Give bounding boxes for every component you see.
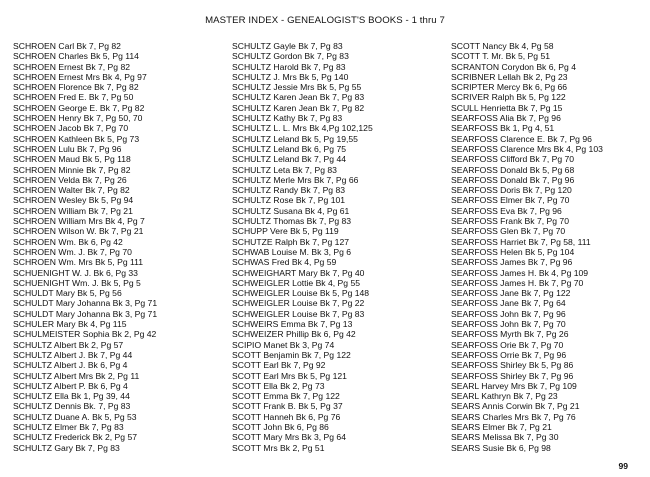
index-entry: SCHUTZE Ralph Bk 7, Pg 127 — [232, 236, 350, 247]
index-entry: SCHULTZ Ella Bk 1, Pg 39, 44 — [13, 391, 130, 402]
index-entry: SEARL Kathryn Bk 7, Pg 23 — [451, 391, 558, 402]
index-entry: SEARFOSS Elmer Bk 7, Pg 70 — [451, 195, 570, 206]
index-entry: SCHULDT Mary Johanna Bk 3, Pg 71 — [13, 298, 158, 309]
index-entry: SEARFOSS Frank Bk 7, Pg 70 — [451, 216, 569, 227]
index-entry: SCHULTZ Elmer Bk 7, Pg 83 — [13, 421, 124, 432]
index-entry: SCHWAB Louise M. Bk 3, Pg 6 — [232, 246, 352, 257]
index-entry: SCRANTON Corydon Bk 6, Pg 4 — [451, 61, 576, 72]
index-entry: SCHULMEISTER Sophia Bk 2, Pg 42 — [13, 329, 157, 340]
index-entry: SCOTT Mary Mrs Bk 3, Pg 64 — [232, 432, 346, 443]
index-entry: SCOTT Emma Bk 7, Pg 122 — [232, 391, 340, 402]
index-entry: SEARL Harvey Mrs Bk 7, Pg 109 — [451, 380, 577, 391]
index-entry: SCHULTZ Karen Jean Bk 7, Pg 82 — [232, 102, 365, 113]
index-entry: SCHULTZ Dennis Bk. 7, Pg 83 — [13, 401, 131, 412]
index-entry: SCOTT Mrs Bk 2, Pg 51 — [232, 442, 325, 453]
index-entry: SEARFOSS Clarence Mrs Bk 4, Pg 103 — [451, 143, 603, 154]
page-title: MASTER INDEX - GENEALOGIST'S BOOKS - 1 thru 7 — [205, 15, 445, 26]
index-entry: SCOTT Hanneh Bk 6, Pg 76 — [232, 411, 341, 422]
index-entry: SEARFOSS Jane Bk 7, Pg 122 — [451, 288, 571, 299]
index-entry: SCHUENIGHT Wm. J. Bk 5, Pg 5 — [13, 277, 141, 288]
index-entry: SEARS Charles Mrs Bk 7, Pg 76 — [451, 411, 576, 422]
index-entry: SCHWEIGLER Louise Bk 5, Pg 148 — [232, 288, 370, 299]
index-entry: SCHULTZ L. L. Mrs Bk 4,Pg 102,125 — [232, 123, 373, 134]
index-entry: SCHULTZ Frederick Bk 2, Pg 57 — [13, 432, 138, 443]
index-entry: SCHULTZ Thomas Bk 7, Pg 83 — [232, 216, 352, 227]
index-entry: SEARFOSS Bk 1, Pg 4, 51 — [451, 123, 555, 134]
index-entry: SCOTT T. Mr. Bk 5, Pg 51 — [451, 51, 551, 62]
index-entry: SEARFOSS Harriet Bk 7, Pg 58, 111 — [451, 236, 591, 247]
index-entry: SCHULDT Mary Johanna Bk 3, Pg 71 — [13, 308, 158, 319]
index-entry: SEARFOSS Shirley Bk 7, Pg 96 — [451, 370, 574, 381]
index-entry: SCHULTZ Susana Bk 4, Pg 61 — [232, 205, 350, 216]
index-entry: SCHROEN Fred E. Bk 7, Pg 50 — [13, 92, 134, 103]
index-entry: SCHWEIGLER Louise Bk 7, Pg 22 — [232, 298, 365, 309]
index-entry: SCHROEN Minnie Bk 7, Pg 82 — [13, 164, 131, 175]
index-entry: SEARFOSS John Bk 7, Pg 96 — [451, 308, 566, 319]
index-entry: SEARFOSS James H. Bk 4, Pg 109 — [451, 267, 589, 278]
index-entry: SCHROEN George E. Bk 7, Pg 82 — [13, 102, 145, 113]
index-entry: SCHROEN Henry Bk 7, Pg 50, 70 — [13, 113, 143, 124]
index-entry: SEARS Elmer Bk 7, Pg 21 — [451, 421, 552, 432]
index-entry: SCHULTZ Gary Bk 7, Pg 83 — [13, 442, 120, 453]
index-entry: SEARFOSS Doris Bk 7, Pg 120 — [451, 185, 572, 196]
index-entry: SEARFOSS Orie Bk 7, Pg 70 — [451, 339, 564, 350]
index-entry: SEARFOSS Helen Bk 5, Pg 104 — [451, 246, 575, 257]
index-entry: SCOTT Earl Bk 7, Pg 92 — [232, 360, 326, 371]
index-entry: SCHROEN Maud Bk 5, Pg 118 — [13, 154, 131, 165]
index-entry: SCHULDT Mary Bk 5, Pg 56 — [13, 288, 122, 299]
index-entry: SEARFOSS Clarence E. Bk 7, Pg 96 — [451, 133, 592, 144]
index-entry: SCHULTZ Leta Bk 7, Pg 83 — [232, 164, 337, 175]
index-entry: SCHULTZ Karen Jean Bk 7, Pg 83 — [232, 92, 365, 103]
index-entry: SEARFOSS Donald Bk 5, Pg 68 — [451, 164, 575, 175]
index-entry: SCHUENIGHT W. J. Bk 6, Pg 33 — [13, 267, 138, 278]
page-number: 99 — [618, 461, 628, 471]
index-entry: SCOTT John Bk 6, Pg 86 — [232, 421, 329, 432]
index-entry: SCHULTZ Jessie Mrs Bk 5, Pg 55 — [232, 82, 362, 93]
index-entry: SCOTT Nancy Bk 4, Pg 58 — [451, 41, 554, 51]
index-entry: SCHULTZ Harold Bk 7, Pg 83 — [232, 61, 346, 72]
index-entry: SCOTT Benjamin Bk 7, Pg 122 — [232, 349, 351, 360]
index-entry: SCHROEN Ernest Bk 7, Pg 82 — [13, 61, 131, 72]
index-entry: SEARFOSS Eva Bk 7, Pg 96 — [451, 205, 562, 216]
index-entry: SCHWEIGHART Mary Bk 7, Pg 40 — [232, 267, 365, 278]
index-entry: SEARS Annis Corwin Bk 7, Pg 21 — [451, 401, 580, 412]
index-entry: SCHROEN Kathleen Bk 5, Pg 73 — [13, 133, 140, 144]
index-column-1 — [13, 41, 231, 453]
index-entry: SCOTT Earl Mrs Bk 5, Pg 121 — [232, 370, 347, 381]
index-entry: SCOTT Ella Bk 2, Pg 73 — [232, 380, 325, 391]
index-entry: SCHULTZ Gordon Bk 7, Pg 83 — [232, 51, 349, 62]
index-entry: SCHROEN Jacob Bk 7, Pg 70 — [13, 123, 129, 134]
index-entry: SCHWEIZER Phillip Bk 6, Pg 42 — [232, 329, 356, 340]
index-entry: SCHULTZ Gayle Bk 7, Pg 83 — [232, 41, 343, 51]
index-entry: SCRIBNER Lellah Bk 2, Pg 23 — [451, 71, 568, 82]
index-entry: SCHULTZ J. Mrs Bk 5, Pg 140 — [232, 71, 349, 82]
index-entry: SCHULTZ Randy Bk 7, Pg 83 — [232, 185, 346, 196]
index-entry: SCHULTZ Rose Bk 7, Pg 101 — [232, 195, 346, 206]
index-entry: SCHWEIGLER Lottie Bk 4, Pg 55 — [232, 277, 361, 288]
index-entry: SCHROEN Wm. J. Bk 7, Pg 70 — [13, 246, 132, 257]
index-entry: SEARFOSS James Bk 7, Pg 96 — [451, 257, 573, 268]
index-column-3 — [451, 41, 650, 453]
index-entry: SEARFOSS James H. Bk 7, Pg 70 — [451, 277, 584, 288]
index-entry: SCHROEN Lulu Bk 7, Pg 96 — [13, 143, 122, 154]
index-entry: SEARFOSS Shirley Bk 5, Pg 86 — [451, 360, 574, 371]
index-entry: SCHUPP Vere Bk 5, Pg 119 — [232, 226, 339, 237]
index-entry: SCHWEIRS Emma Bk 7, Pg 13 — [232, 319, 353, 330]
index-entry: SCRIVER Ralph Bk 5, Pg 122 — [451, 92, 566, 103]
index-entry: SEARFOSS Glen Bk 7, Pg 70 — [451, 226, 566, 237]
index-entry: SCHULER Mary Bk 4, Pg 115 — [13, 319, 127, 330]
index-entry: SCHROEN Wesley Bk 5, Pg 94 — [13, 195, 134, 206]
index-entry: SCHULTZ Albert J. Bk 6, Pg 4 — [13, 360, 128, 371]
index-entry: SCHROEN Velda Bk 7, Pg 26 — [13, 174, 127, 185]
index-entry: SCHWEIGLER Louise Bk 7, Pg 83 — [232, 308, 365, 319]
index-entry: SCOTT Frank B. Bk 5, Pg 37 — [232, 401, 343, 412]
index-entry: SEARFOSS Myrth Bk 7, Pg 26 — [451, 329, 569, 340]
index-entry: SCHULTZ Leland Bk 6, Pg 75 — [232, 143, 347, 154]
index-entry: SCHULTZ Albert J. Bk 7, Pg 44 — [13, 349, 133, 360]
index-entry: SEARFOSS Clifford Bk 7, Pg 70 — [451, 154, 575, 165]
index-entry: SEARFOSS Donald Bk 7, Pg 96 — [451, 174, 575, 185]
index-entry: SEARFOSS Jane Bk 7, Pg 64 — [451, 298, 566, 309]
index-entry: SCHULTZ Albert Bk 2, Pg 57 — [13, 339, 124, 350]
index-entry: SEARFOSS Orrie Bk 7, Pg 96 — [451, 349, 567, 360]
index-entry: SCULL Henrietta Bk 7, Pg 15 — [451, 102, 563, 113]
index-column-2 — [232, 41, 450, 453]
index-entry: SCHULTZ Merle Mrs Bk 7, Pg 66 — [232, 174, 359, 185]
index-entry: SCRIPTER Mercy Bk 6, Pg 66 — [451, 82, 568, 93]
index-entry: SCIPIO Manet Bk 3, Pg 74 — [232, 339, 335, 350]
index-entry: SCHROEN William Mrs Bk 4, Pg 7 — [13, 216, 145, 227]
index-entry: SCHROEN William Bk 7, Pg 21 — [13, 205, 133, 216]
index-entry: SEARFOSS Alia Bk 7, Pg 96 — [451, 113, 561, 124]
index-entry: SCHROEN Charles Bk 5, Pg 114 — [13, 51, 139, 62]
index-entry: SCHROEN Wm. Bk 6, Pg 42 — [13, 236, 123, 247]
index-entry: SEARS Susie Bk 6, Pg 98 — [451, 442, 551, 453]
index-entry: SCHULTZ Leland Bk 7, Pg 44 — [232, 154, 347, 165]
index-entry: SCHWAS Fred Bk 4, Pg 59 — [232, 257, 337, 268]
index-entry: SCHROEN Wm. Mrs Bk 5, Pg 111 — [13, 257, 144, 268]
index-entry: SEARFOSS John Bk 7, Pg 70 — [451, 319, 566, 330]
index-entry: SCHROEN Ernest Mrs Bk 4, Pg 97 — [13, 71, 147, 82]
index-entry: SCHULTZ Albert P. Bk 6, Pg 4 — [13, 380, 128, 391]
index-entry: SCHROEN Carl Bk 7, Pg 82 — [13, 41, 121, 51]
index-entry: SCHROEN Wilson W. Bk 7, Pg 21 — [13, 226, 144, 237]
index-entry: SCHULTZ Kathy Bk 7, Pg 83 — [232, 113, 343, 124]
index-entry: SEARS Melissa Bk 7, Pg 30 — [451, 432, 559, 443]
index-entry: SCHULTZ Duane A. Bk 5, Pg 53 — [13, 411, 137, 422]
index-entry: SCHULTZ Leland Bk 5, Pg 19,55 — [232, 133, 358, 144]
index-entry: SCHROEN Walter Bk 7, Pg 82 — [13, 185, 130, 196]
index-entry: SCHULTZ Albert Mrs Bk 2, Pg 11 — [13, 370, 140, 381]
index-entry: SCHROEN Florence Bk 7, Pg 82 — [13, 82, 139, 93]
